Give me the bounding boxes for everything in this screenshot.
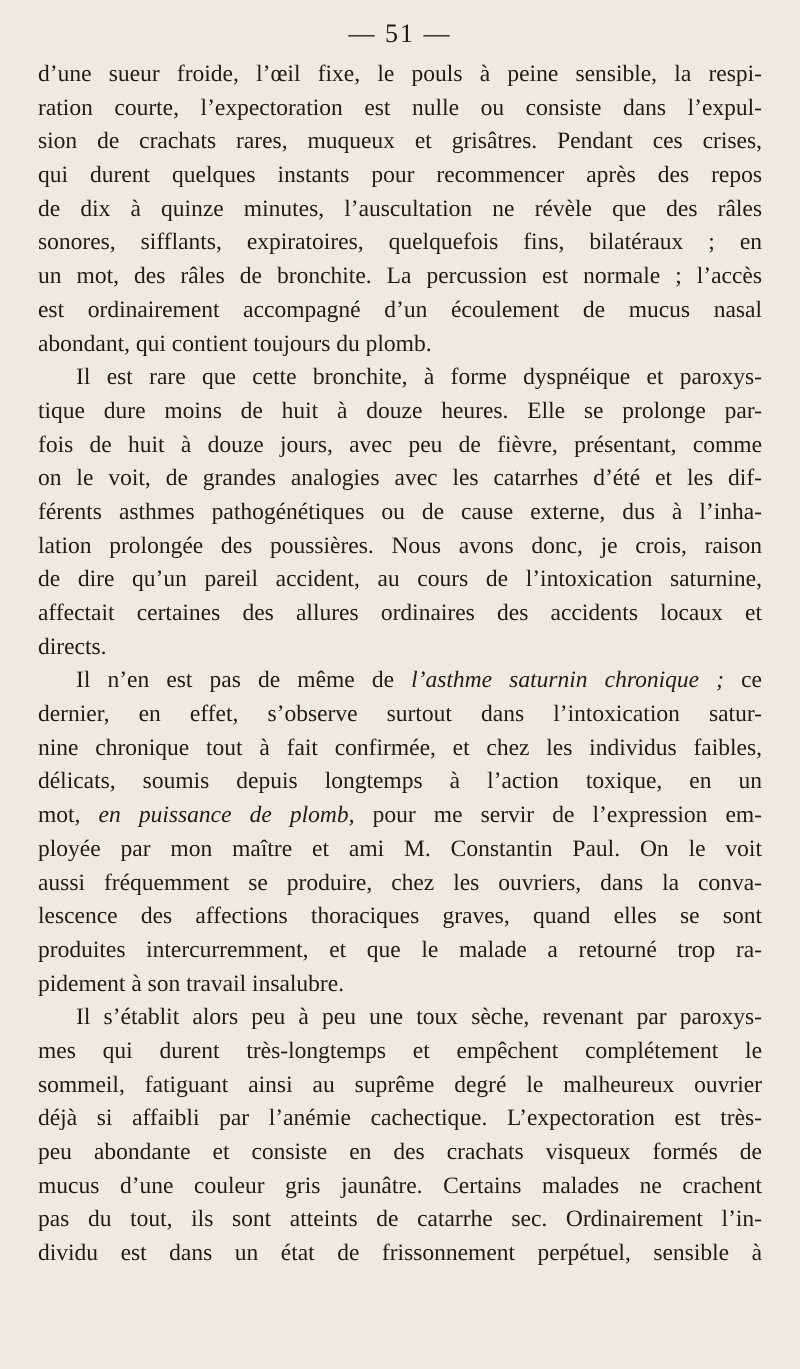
text-line: dernier, en effet, s’observe surtout dans l’intoxication satur- xyxy=(38,701,762,728)
italic-phrase: l’asthme saturnin chronique ; xyxy=(411,667,725,694)
text-line: Il s’établit alors peu à peu une toux sèche, revenant par paroxys- xyxy=(76,1004,762,1031)
text-line: nine chronique tout à fait confirmée, et chez les individus faibles, xyxy=(38,734,762,761)
text-line: qui durent quelques instants pour recommencer après des repos xyxy=(38,162,762,189)
text-line: pas du tout, ils sont atteints de catarrhe sec. Ordinairement l’in- xyxy=(38,1206,762,1233)
text-line xyxy=(38,664,762,698)
text-line: peu abondante et consiste en des crachats visqueux formés de xyxy=(38,1139,762,1165)
text-line: abondant, qui contient toujours du plomb. xyxy=(38,330,432,357)
text-line xyxy=(38,799,762,833)
text-line: de dire qu’un pareil accident, au cours de l’intoxication saturnine, xyxy=(38,566,762,593)
text-line: pidement à son travail insalubre. xyxy=(38,970,345,997)
page-number: — 51 — xyxy=(348,19,452,48)
text-line: fois de huit à douze jours, avec peu de fièvre, présentant, comme xyxy=(38,431,762,458)
text-line: produites intercurremment, et que le malade a retourné trop ra- xyxy=(38,936,762,963)
text-line: lation prolongée des poussières. Nous avons donc, je crois, raison xyxy=(38,532,762,559)
text-run: Il n’en est pas de même de xyxy=(76,667,412,694)
text-line: affectait certaines des allures ordinaires des accidents locaux et xyxy=(38,600,762,626)
text-line: dividu est dans un état de frissonnement perpétuel, sensible à xyxy=(38,1240,762,1267)
text-line: aussi fréquemment se produire, chez les ouvriers, dans la conva- xyxy=(38,869,762,896)
text-line: férents asthmes pathogénétiques ou de cause externe, dus à l’inha- xyxy=(38,498,762,525)
text-line: délicats, soumis depuis longtemps à l’action toxique, en un xyxy=(38,768,762,795)
text-line: sommeil, fatiguant ainsi au suprême degré le malheureux ouvrier xyxy=(38,1071,762,1098)
text-line: sion de crachats rares, muqueux et grisâtres. Pendant ces crises, xyxy=(38,128,762,155)
italic-phrase: en puissance de plomb, xyxy=(98,802,355,829)
text-run: ce xyxy=(724,667,762,694)
text-line: d’une sueur froide, l’œil fixe, le pouls à peine sensible, la respi- xyxy=(38,61,762,87)
text-line: un mot, des râles de bronchite. La percussion est normale ; l’accès xyxy=(38,263,762,290)
text-line: ployée par mon maître et ami M. Constantin Paul. On le voit xyxy=(38,835,762,862)
text-line: directs. xyxy=(38,633,107,660)
text-run: pour me servir de l’expression em- xyxy=(354,802,762,829)
text-line: tique dure moins de huit à douze heures. Elle se prolonge par- xyxy=(38,397,762,424)
text-line: on le voit, de grandes analogies avec les catarrhes d’été et les dif- xyxy=(38,465,762,492)
text-line: sonores, sifflants, expiratoires, quelquefois fins, bilatéraux ; en xyxy=(38,229,762,256)
text-line: déjà si affaibli par l’anémie cachectique. L’expectoration est très- xyxy=(38,1105,762,1132)
text-line: ration courte, l’expectoration est nulle ou consiste dans l’expul- xyxy=(38,94,762,121)
text-line: lescence des affections thoraciques graves, quand elles se sont xyxy=(38,903,762,930)
body-text xyxy=(38,58,762,1271)
text-line: Il est rare que cette bronchite, à forme dyspnéique et paroxys- xyxy=(76,364,762,391)
text-line: mucus d’une couleur gris jaunâtre. Certains malades ne crachent xyxy=(38,1172,762,1199)
text-line: mes qui durent très-longtemps et empêchent complétement le xyxy=(38,1037,762,1064)
text-line: de dix à quinze minutes, l’auscultation ne révèle que des râles xyxy=(38,195,762,222)
text-run: mot, xyxy=(38,802,99,829)
text-line: est ordinairement accompagné d’un écoulement de mucus nasal xyxy=(38,296,762,323)
